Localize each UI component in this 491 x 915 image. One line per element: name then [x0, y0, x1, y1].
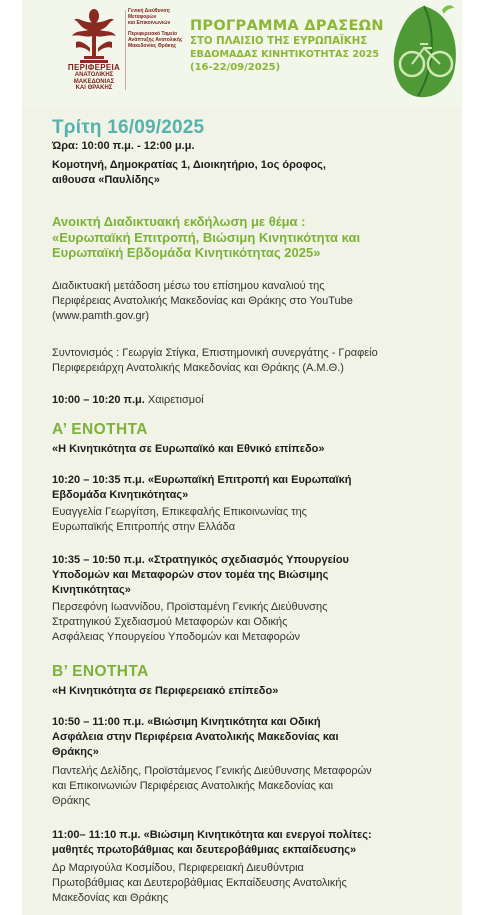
section-subtitle: «Η Κινητικότητα σε Περιφερειακό επίπεδο» [52, 685, 279, 697]
broadcast-line: Διαδικτυακή μετάδοση μέσω του επίσημου καναλιού της [52, 280, 325, 292]
organizer-line: Μακεδονίας Θράκης [128, 43, 177, 49]
event-date: Τρίτη 16/09/2025 [52, 117, 205, 138]
event-location-line: αιθουσα «Παυλίδης» [52, 174, 160, 186]
talk-title [52, 553, 457, 598]
talk-title [52, 828, 457, 858]
organizer-line: Μεταφορών [128, 14, 157, 20]
welcome-time: 10:00 – 10:20 π.μ. [52, 394, 145, 406]
region-name-line: ΑΝΑΤΟΛΙΚΗΣ ΜΑΚΕΔΟΝΙΑΣ [73, 72, 115, 85]
talk-speaker-line: Ασφάλειας Υπουργείου Υποδομών και Μεταφορών [52, 631, 301, 643]
section-title: Α’ ΕΝΟΤΗΤΑ [52, 421, 148, 438]
broadcast-line: Περιφέρειας Ανατολικής Μακεδονίας και Θράκης στο YouTube [52, 295, 353, 307]
region-emblem-icon [66, 6, 122, 64]
broadcast-info [52, 279, 457, 324]
talk-title-line: 10:35 – 10:50 π.μ. «Στρατηγικός σχεδιασμός Υπουργείου [52, 554, 349, 566]
coordination-line: Συντονισμός : Γεωργία Στίγκα, Επιστημονική συνεργάτης - Γραφείο [52, 347, 378, 359]
program-page [22, 0, 462, 915]
coordination-line: Περιφερειάρχη Ανατολικής Μακεδονίας και Θράκης (Α.Μ.Θ.) [52, 362, 344, 374]
organizer-line: Γενική Διεύθυνση [128, 8, 170, 14]
program-title [190, 18, 400, 75]
talk-speaker-line: Πρωτοβάθμιας και Δευτεροβάθμιας Εκπαίδευσης Ανατολικής [52, 877, 347, 889]
organizer-1 [128, 8, 190, 26]
talk-title-line: Ασφάλεια στην Περιφέρεια Ανατολικής Μακεδονίας και [52, 731, 339, 743]
region-name [56, 64, 132, 92]
event-time: Ώρα: 10:00 π.μ. - 12:00 μ.μ. [52, 140, 195, 152]
organizer-2 [128, 31, 190, 49]
talk-title-line: μαθητές πρωτοβάθμιας και δευτεροβάθμιας εκπαίδευσης» [52, 844, 357, 856]
talk-speaker-line: Ευρωπαϊκής Επιτροπής στην Ελλάδα [52, 521, 236, 533]
organizer-line: και Επικοινωνιών [128, 20, 171, 26]
talk-title-line: Υποδομών και Μεταφορών στον τομέα της Βιώσιμης [52, 569, 329, 581]
talk-speaker-line: και Επικοινωνιών Περιφέρειας Ανατολικής Μακεδονίας και [52, 780, 334, 792]
talk-speaker-line: Δρ Μαριγούλα Κοσμίδου, Περιφερειακή Διευθύντρια [52, 862, 304, 874]
broadcast-line: (www.pamth.gov.gr) [52, 310, 149, 322]
talk-speaker-line: Στρατηγικού Σχεδιασμού Μεταφορών και Οδικής [52, 616, 288, 628]
talk-speaker [52, 861, 457, 906]
event-heading [52, 214, 457, 261]
talk-speaker-line: Παντελής Δελίδης, Προϊστάμενος Γενικής Διεύθυνσης Μεταφορών [52, 765, 372, 777]
section-subtitle: «Η Κινητικότητα σε Ευρωπαϊκό και Εθνικό επίπεδο» [52, 443, 325, 455]
organizers-text [128, 8, 190, 54]
program-dates: (16-22/09/2025) [190, 62, 281, 73]
talk-speaker-line: Θράκης [52, 795, 91, 807]
green-leaf-bicycle-icon [384, 0, 462, 104]
talk-title-line: 11:00– 11:10 π.μ. «Βιώσιμη Κινητικότητα και ενεργοί πολίτες: [52, 829, 372, 841]
event-heading-line: Ανοικτή Διαδικτυακή εκδήλωση με θέμα : [52, 214, 306, 229]
program-title-line: ΣΤΟ ΠΛΑΙΣΙΟ ΤΗΣ ΕΥΡΩΠΑΪΚΗΣ [190, 36, 368, 47]
region-name-line: ΚΑΙ ΘΡΑΚΗΣ [75, 85, 113, 91]
welcome-label: Χαιρετισμοί [144, 394, 204, 406]
header [22, 0, 462, 108]
talk-title-line: Κινητικότητας» [52, 584, 131, 596]
welcome-slot [52, 393, 457, 408]
talk-speaker [52, 764, 457, 809]
event-heading-line: Ευρωπαϊκή Εβδομάδα Κινητικότητας 2025» [52, 245, 321, 260]
talk-title-line: Θράκης» [52, 746, 99, 758]
talk-speaker [52, 600, 457, 645]
coordination-info [52, 346, 457, 376]
organizer-line: Περιφερειακό Ταμείο [128, 31, 178, 37]
program-title-line: ΠΡΟΓΡΑΜΜΑ ΔΡΑΣΕΩΝ [190, 18, 384, 34]
region-name-line: ΠΕΡΙΦΕΡΕΙΑ [67, 63, 121, 72]
talk-title [52, 473, 457, 503]
talk-title-line: 10:50 – 11:00 π.μ. «Βιώσιμη Κινητικότητα και Οδική [52, 716, 321, 728]
section-title: Β’ ΕΝΟΤΗΤΑ [52, 663, 149, 680]
talk-title-line: Εβδομάδα Κινητικότητας» [52, 489, 189, 501]
event-location-line: Κομοτηνή, Δημοκρατίας 1, Διοικητήριο, 1ος όροφος, [52, 159, 326, 171]
event-location [52, 158, 457, 188]
talk-title-line: 10:20 – 10:35 π.μ. «Ευρωπαϊκή Επιτροπή και Ευρωπαϊκή [52, 474, 352, 486]
talk-title [52, 715, 457, 760]
talk-speaker-line: Ευαγγελία Γεωργίτση, Επικεφαλής Επικοινωνίας της [52, 506, 307, 518]
organizer-line: Ανάπτυξης Ανατολικής [128, 37, 183, 43]
event-heading-line: «Ευρωπαϊκή Επιτροπή, Βιώσιμη Κινητικότητα και [52, 229, 361, 245]
program-title-line: ΕΒΔΟΜΑΔΑΣ ΚΙΝΗΤΙΚΟΤΗΤΑΣ 2025 [190, 49, 380, 60]
talk-speaker-line: Μακεδονίας και Θράκης [52, 892, 169, 904]
talk-speaker-line: Περσεφόνη Ιωαννίδου, Προϊσταμένη Γενικής Διεύθυνσης [52, 601, 328, 613]
talk-speaker [52, 505, 457, 535]
header-divider [125, 10, 126, 90]
